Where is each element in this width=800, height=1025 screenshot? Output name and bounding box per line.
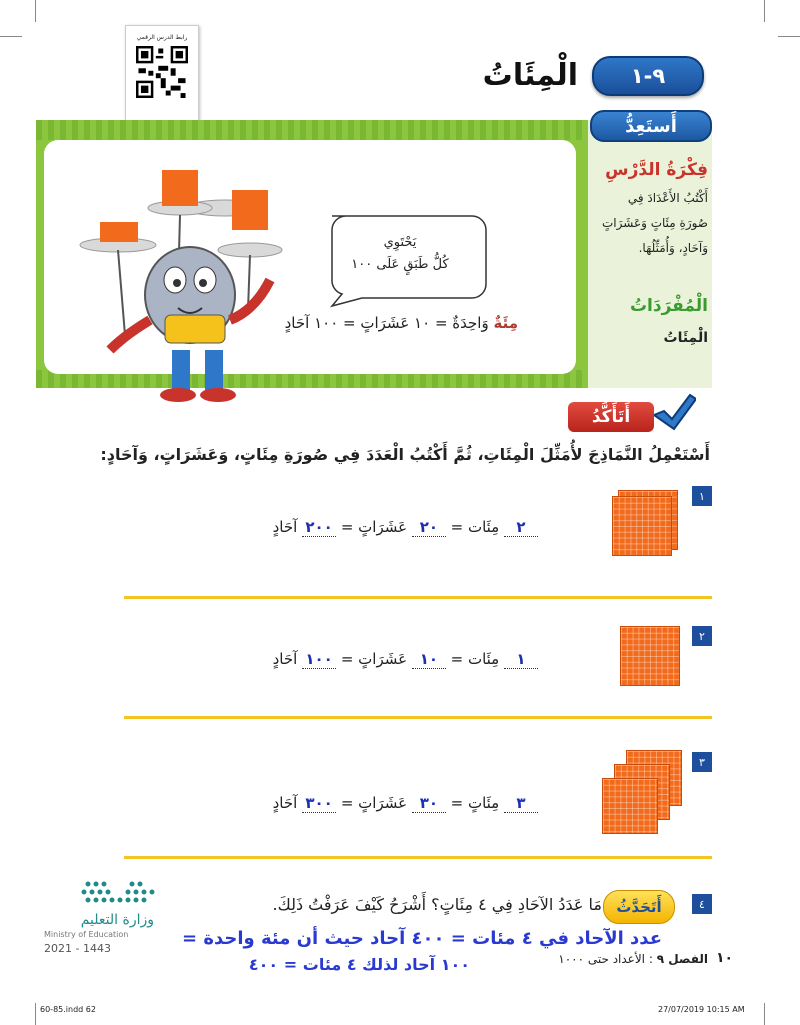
hundred-word: مِئَةٌ <box>493 314 518 332</box>
vocabulary-item: الْمِئَاتُ <box>663 330 708 346</box>
tens-word: عَشَرَاتٍ <box>358 794 408 812</box>
ones-word: آحَادٍ <box>272 518 298 536</box>
ministry-arabic: وزارة التعليم <box>80 912 154 928</box>
hundreds-answer[interactable]: ٢ <box>504 518 538 537</box>
lesson-idea-line: صُورَةِ مِئَاتٍ وَعَشَرَاتٍ <box>601 216 708 230</box>
exercise-instruction: أَسْتَعْمِلُ النَّمَاذِجَ لأُمَثِّلَ الْمِئَاتِ، ثُمَّ أَكْتُبُ الْعَدَدَ فِي صُورَةِ مِئَاتٍ، وَعَشَرَاتٍ، وَآحَادٍ: <box>100 445 710 464</box>
crop-mark <box>0 36 22 37</box>
print-timestamp: 27/07/2019 10:15 AM <box>658 1005 745 1014</box>
handwritten-answer: عدد الآحاد في ٤ مئات = ٤٠٠ آحاد حيث أن مئة واحدة = <box>182 928 662 949</box>
exercise-number: ٤ <box>692 894 712 914</box>
speech-bubble-text <box>312 232 488 276</box>
tens-answer[interactable]: ١٠ <box>412 650 446 669</box>
ready-tab: أَستَعِدُّ <box>590 110 712 142</box>
divider <box>124 716 712 719</box>
qr-label: رابط الدرس الرقمي <box>136 34 188 41</box>
exercise-equation: ٢ مِئَات = ٢٠ عَشَرَاتٍ = ٢٠٠ آحَادٍ <box>273 518 538 537</box>
vocabulary-title: الْمُفْرَدَاتُ <box>629 296 708 316</box>
divider <box>124 856 712 859</box>
exercise-number: ٢ <box>692 626 712 646</box>
crop-mark <box>764 1003 765 1025</box>
hundreds-word: مِئَات <box>467 650 500 668</box>
chapter-footer <box>558 952 708 966</box>
exercise-equation: ٣ مِئَاتٍ = ٣٠ عَشَرَاتٍ = ٣٠٠ آحَادٍ <box>273 794 538 813</box>
lesson-idea-text <box>596 186 708 261</box>
hundreds-word: مِئَاتٍ <box>467 794 500 812</box>
divider <box>124 596 712 599</box>
ones-word: آحَادٍ <box>272 794 298 812</box>
exercise-equation: ١ مِئَات = ١٠ عَشَرَاتٍ = ١٠٠ آحَادٍ <box>273 650 538 669</box>
checkmark-icon <box>650 393 696 433</box>
ministry-english: Ministry of Education <box>44 930 129 939</box>
robot-illustration <box>70 150 300 420</box>
lesson-idea-title: فِكْرَةُ الدَّرْسِ <box>605 160 708 180</box>
handwritten-answer: ١٠٠ آحاد لذلك ٤ مئات = ٤٠٠ <box>248 955 470 974</box>
ministry-dots-icon <box>44 878 170 910</box>
tens-word: عَشَرَاتٍ <box>358 650 408 668</box>
print-file-name: 60-85.indd 62 <box>40 1005 96 1014</box>
ones-answer[interactable]: ١٠٠ <box>302 650 336 669</box>
lesson-idea-line: وَآحَادٍ، وَأُمَثِّلُهَا. <box>638 241 708 255</box>
hundred-equation-text: وَاحِدَةٌ = ١٠ عَشَرَاتٍ = ١٠٠ آحَادٍ <box>284 314 489 332</box>
hundreds-word: مِئَات <box>467 518 500 536</box>
check-tab: أَتَأَكَّدُ <box>568 402 654 432</box>
exercise-number: ١ <box>692 486 712 506</box>
tens-word: عَشَرَاتٍ <box>358 518 408 536</box>
ones-answer[interactable]: ٣٠٠ <box>302 794 336 813</box>
lesson-number-badge: ٩-١ <box>592 56 704 96</box>
chapter-title: : الأعداد حتى ١٠٠٠ <box>558 952 653 966</box>
edition-year: 2021 - 1443 <box>44 942 111 955</box>
talk-badge: أَتَحَدَّثُ <box>603 890 675 924</box>
tens-answer[interactable]: ٢٠ <box>412 518 446 537</box>
page-number: ١٠ <box>716 950 734 966</box>
hundred-block <box>620 626 680 686</box>
hundred-block <box>612 496 672 556</box>
speech-line: كُلُّ طَبَقٍ عَلَى ١٠٠ <box>351 257 449 272</box>
exercise-number: ٣ <box>692 752 712 772</box>
crop-mark <box>764 0 765 22</box>
lesson-title: الْمِئَاتُ <box>482 58 578 93</box>
hundreds-answer[interactable]: ١ <box>504 650 538 669</box>
chapter-label: الفصل ٩ <box>656 952 708 966</box>
hundred-equation <box>285 314 518 332</box>
speech-line: يَحْتَوِي <box>383 235 417 250</box>
hundred-block <box>602 778 658 834</box>
crop-mark <box>778 36 800 37</box>
crop-mark <box>35 1003 36 1025</box>
qr-code-icon[interactable] <box>136 46 188 98</box>
ministry-logo <box>44 878 170 958</box>
ones-answer[interactable]: ٢٠٠ <box>302 518 336 537</box>
crop-mark <box>35 0 36 22</box>
band-stripe <box>36 120 588 140</box>
ones-word: آحَادٍ <box>272 650 298 668</box>
hundreds-answer[interactable]: ٣ <box>504 794 538 813</box>
talk-question: مَا عَدَدُ الآحَادِ فِي ٤ مِئَاتٍ؟ أَشْرَحُ كَيْفَ عَرَفْتُ ذَلِكَ. <box>272 895 602 914</box>
lesson-idea-line: أَكْتُبُ الأَعْدَادَ فِي <box>627 191 708 205</box>
tens-answer[interactable]: ٣٠ <box>412 794 446 813</box>
